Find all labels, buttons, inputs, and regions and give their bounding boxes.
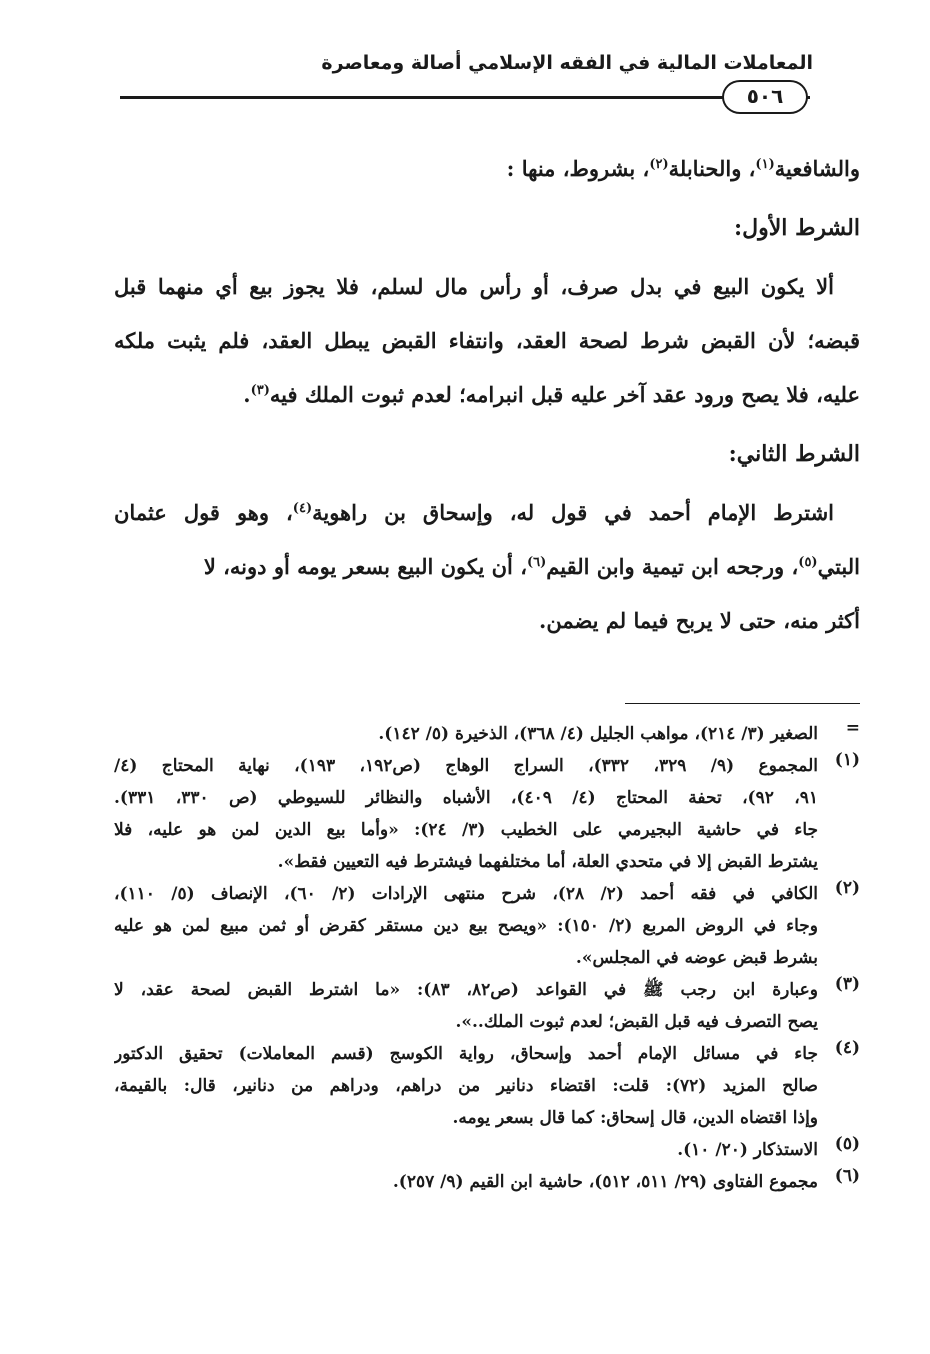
footnote-line: الكافي في فقه أحمد (٢/ ٢٨)، شرح منتهى الإرادات (٢/ ٦٠)، الإنصاف (٥/ ١١٠)، bbox=[114, 884, 818, 904]
footnote-3 bbox=[114, 974, 860, 1038]
footnote-line: صالح المزيد (٧٢): قلت: اقتضاء دنانير من دراهم، ودراهم من دنانير، قال: بالقيمة، bbox=[114, 1076, 818, 1096]
para2-line1-text: اشترط الإمام أحمد في قول له، وإسحاق بن راهوية bbox=[312, 500, 835, 525]
footnote-4 bbox=[114, 1038, 860, 1134]
heading-second-condition: الشرط الثاني: bbox=[728, 441, 860, 467]
footnote-line: جاء في حاشية البجيرمي على الخطيب (٣/ ٢٤): «وأما بيع الدين لمن هو عليه، فلا bbox=[114, 820, 818, 840]
para2-line2-text-1: البتي bbox=[817, 554, 860, 579]
para2-line3: أكثر منه، حتى لا يربح فيما لم يضمن. bbox=[539, 608, 860, 633]
para1-line1: ألا يكون البيع في بدل صرف، أو رأس مال لسلم، فلا يجوز بيع أي منهما قبل bbox=[114, 274, 834, 299]
intro-line bbox=[114, 142, 860, 196]
footnote-ref-2: (٢) bbox=[649, 157, 669, 172]
para2-line2-text-2: ، ورجحه ابن تيمية وابن القيم bbox=[546, 554, 799, 579]
footnote-line: يشترط القبض إلا في متحدي العلة، أما مختلفهما فيشترط فيه التعيين فقط». bbox=[277, 852, 818, 872]
para2-line1 bbox=[114, 486, 860, 540]
footnote-line: بشرط قبض عوضه في المجلس». bbox=[575, 948, 818, 968]
footnote-number: (٤) bbox=[834, 1038, 860, 1058]
footnote-ref-1: (١) bbox=[755, 157, 775, 172]
continuation-marker: = bbox=[845, 718, 860, 738]
footnote-1 bbox=[114, 750, 860, 878]
footnote-number: (١) bbox=[834, 750, 860, 770]
footnote-continuation bbox=[114, 718, 860, 750]
page-number: ٥٠٦ bbox=[722, 80, 808, 114]
para1-line2: قبضه؛ لأن القبض شرط لصحة العقد، وانتفاء القبض يبطل العقد، فلم يثبت ملكه bbox=[114, 328, 860, 353]
footnote-number: (٢) bbox=[834, 878, 860, 898]
para1-line3-end: . bbox=[243, 382, 251, 407]
intro-text-1: والشافعية bbox=[774, 156, 860, 181]
footnote-6 bbox=[114, 1166, 860, 1198]
footnote-number: (٣) bbox=[834, 974, 860, 994]
para1-line3 bbox=[114, 368, 860, 422]
footnote-ref-5: (٥) bbox=[798, 555, 818, 570]
intro-text-2: ، والحنابلة bbox=[668, 156, 756, 181]
para2-line2 bbox=[114, 540, 860, 594]
continuation-text: الصغير (٣/ ٢١٤)، مواهب الجليل (٤/ ٣٦٨)، الذخيرة (٥/ ١٤٢). bbox=[378, 724, 818, 744]
intro-text-3: ، بشروط، منها : bbox=[506, 156, 650, 181]
footnote-ref-6: (٦) bbox=[527, 555, 547, 570]
footnote-line: وجاء في الروض المربع (٢/ ١٥٠): «ويصح بيع دين مستقر كقرض أو ثمن مبيع لمن هو عليه bbox=[114, 916, 818, 936]
running-title: المعاملات المالية في الفقه الإسلامي أصالة ومعاصرة bbox=[321, 52, 813, 74]
footnote-line: مجموع الفتاوى (٢٩/ ٥١١، ٥١٢)، حاشية ابن القيم (٩/ ٢٥٧). bbox=[392, 1172, 818, 1192]
para2-line1-end: ، وهو قول عثمان bbox=[114, 500, 293, 525]
heading-first-condition: الشرط الأول: bbox=[734, 215, 860, 241]
footnote-line: وعبارة ابن رجب ﷺ في القواعد (ص٨٢، ٨٣): «ما اشترط القبض لصحة عقد، لا bbox=[114, 980, 818, 1000]
footnote-line: وإذا اقتضاه الدين، قال إسحاق: كما قال بسعر يومه. bbox=[452, 1108, 818, 1128]
para2-line2-text-3: ، أن يكون البيع بسعر يومه أو دونه، لا bbox=[203, 554, 527, 579]
para1-line3-text: عليه، فلا يصح ورود عقد آخر عليه قبل انبرامه؛ لعدم ثبوت الملك فيه bbox=[269, 382, 860, 407]
footnote-5 bbox=[114, 1134, 860, 1166]
footnote-2 bbox=[114, 878, 860, 974]
footnote-line: يصح التصرف فيه قبل القبض؛ لعدم ثبوت الملك..». bbox=[455, 1012, 818, 1032]
footnote-line: جاء في مسائل الإمام أحمد وإسحاق، رواية الكوسج (قسم المعاملات) تحقيق الدكتور bbox=[114, 1044, 818, 1064]
footnote-number: (٦) bbox=[834, 1166, 860, 1186]
footnote-line: المجموع (٩/ ٣٢٩، ٣٣٢)، السراج الوهاج (ص١٩٢، ١٩٣)، نهاية المحتاج (٤/ bbox=[114, 756, 818, 776]
header-rule bbox=[120, 96, 810, 99]
footnotes bbox=[114, 718, 860, 1198]
footnote-number: (٥) bbox=[834, 1134, 860, 1154]
main-text bbox=[114, 142, 860, 648]
footnote-line: ٩١، ٩٢)، تحفة المحتاج (٤/ ٤٠٩)، الأشباه والنظائر للسيوطي (ص ٣٣٠، ٣٣١). bbox=[114, 788, 818, 808]
footnote-ref-3: (٣) bbox=[250, 383, 270, 398]
footnote-line: الاستذكار (٢٠/ ١٠). bbox=[677, 1140, 818, 1160]
footnote-ref-4: (٤) bbox=[292, 501, 313, 516]
footnote-separator bbox=[625, 703, 860, 704]
